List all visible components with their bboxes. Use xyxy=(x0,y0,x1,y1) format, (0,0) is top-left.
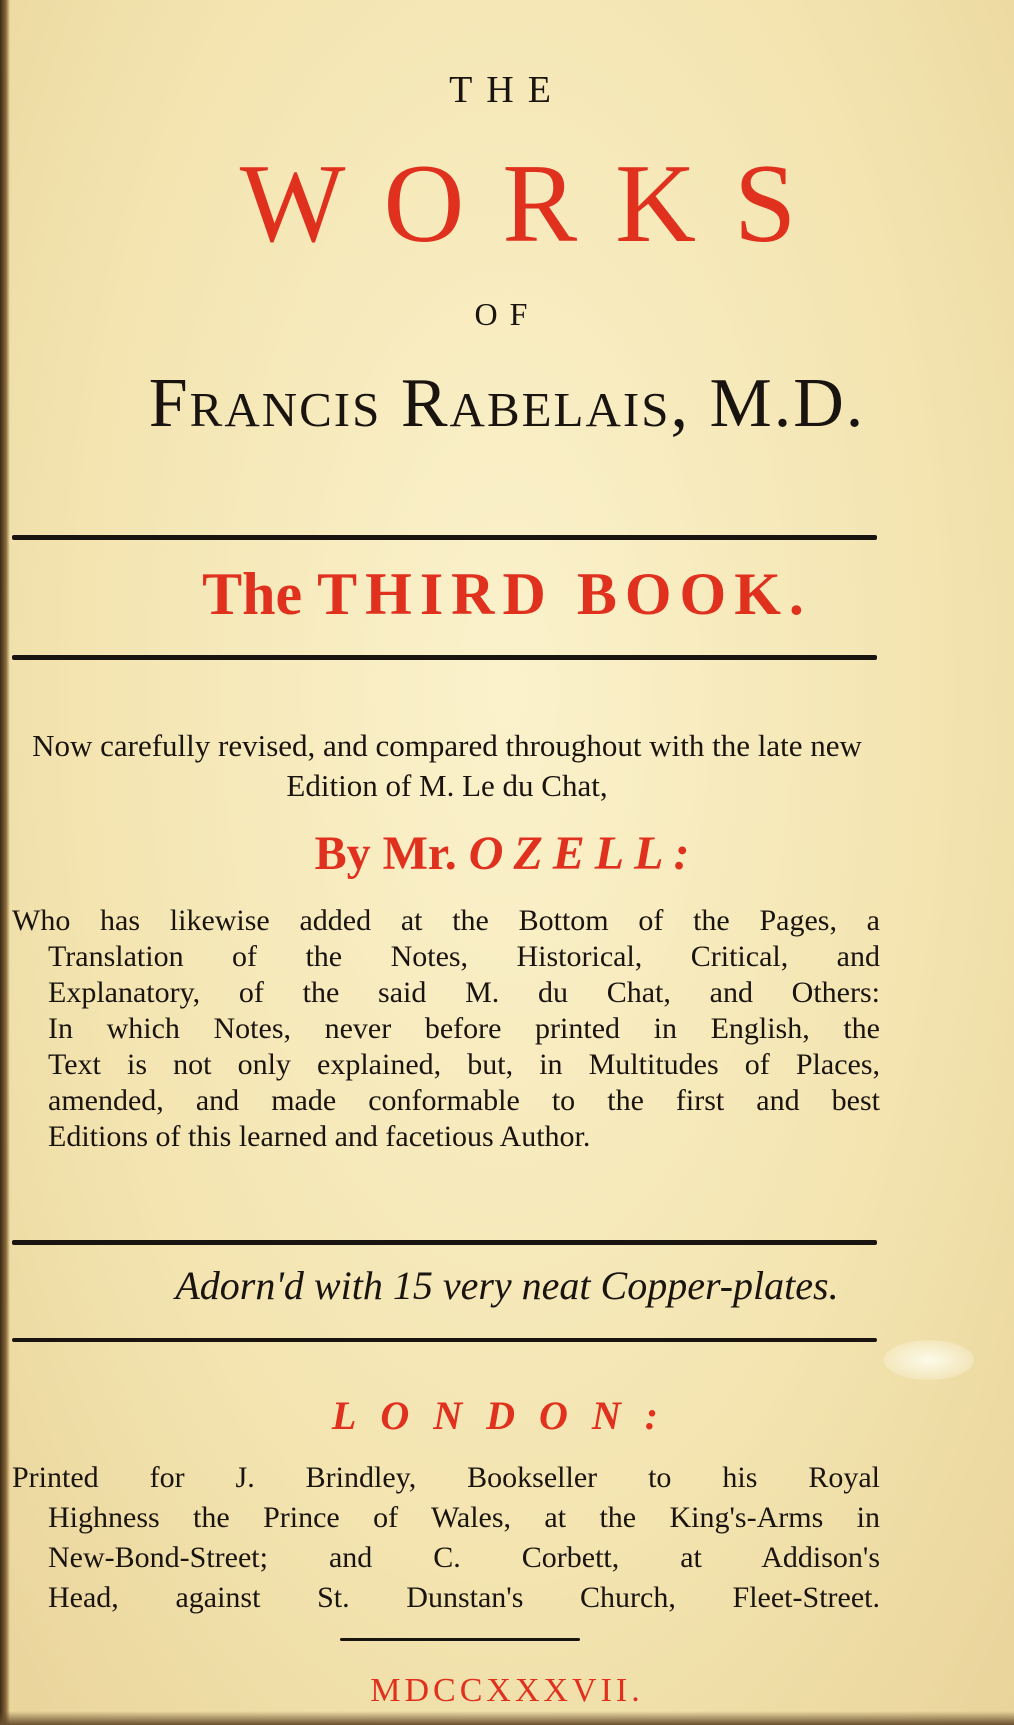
rule-1 xyxy=(12,535,877,540)
heading-works: WORKS xyxy=(239,142,835,266)
paper-stain xyxy=(884,1340,974,1380)
revision-note: Now carefully revised, and compared throughout with the late new Edition of M. Le du Chat, xyxy=(32,728,862,803)
description-line: Text is not only explained, but, in Multitudes of Places, xyxy=(48,1048,880,1081)
rule-4 xyxy=(12,1338,877,1342)
imprint-line: Highness the Prince of Wales, at the King's-Arms in xyxy=(48,1501,880,1534)
description-line: amended, and made conformable to the first and best xyxy=(48,1084,880,1117)
book-title xyxy=(0,560,1014,629)
translator-name: OZELL: xyxy=(468,827,700,880)
book-title-prefix: The xyxy=(202,561,303,627)
description-line: Who has likewise added at the Bottom of the Pages, a xyxy=(12,904,880,937)
description-paragraph xyxy=(12,903,880,1155)
rule-5 xyxy=(340,1638,580,1641)
description-line: In which Notes, never before printed in English, the xyxy=(48,1012,880,1045)
page-edge-bottom xyxy=(0,1711,1014,1725)
imprint-line: Printed for J. Brindley, Bookseller to his Royal xyxy=(12,1461,880,1494)
rule-2 xyxy=(12,655,877,660)
imprint xyxy=(12,1458,880,1618)
description-line: Translation of the Notes, Historical, Critical, and xyxy=(48,940,880,973)
translator-line xyxy=(0,826,1014,881)
rule-3 xyxy=(12,1240,877,1245)
heading-the: THE xyxy=(449,69,565,111)
imprint-line: Head, against St. Dunstan's Church, Fleet-Street. xyxy=(48,1581,880,1614)
heading-of: OF xyxy=(474,296,540,332)
publication-date: MDCCXXXVII. xyxy=(370,1672,644,1709)
imprint-line: New-Bond-Street; and C. Corbett, at Addison's xyxy=(48,1541,880,1574)
author-name: Francis Rabelais, M.D. xyxy=(148,365,866,442)
plates-note: Adorn'd with 15 very neat Copper-plates. xyxy=(175,1263,839,1308)
description-line: Editions of this learned and facetious Author. xyxy=(48,1120,591,1153)
place-of-publication: LONDON: xyxy=(331,1393,683,1438)
book-title-main: THIRD BOOK. xyxy=(317,561,812,627)
description-line: Explanatory, of the said M. du Chat, and Others: xyxy=(48,976,880,1009)
translator-prefix: By Mr. xyxy=(314,827,457,880)
